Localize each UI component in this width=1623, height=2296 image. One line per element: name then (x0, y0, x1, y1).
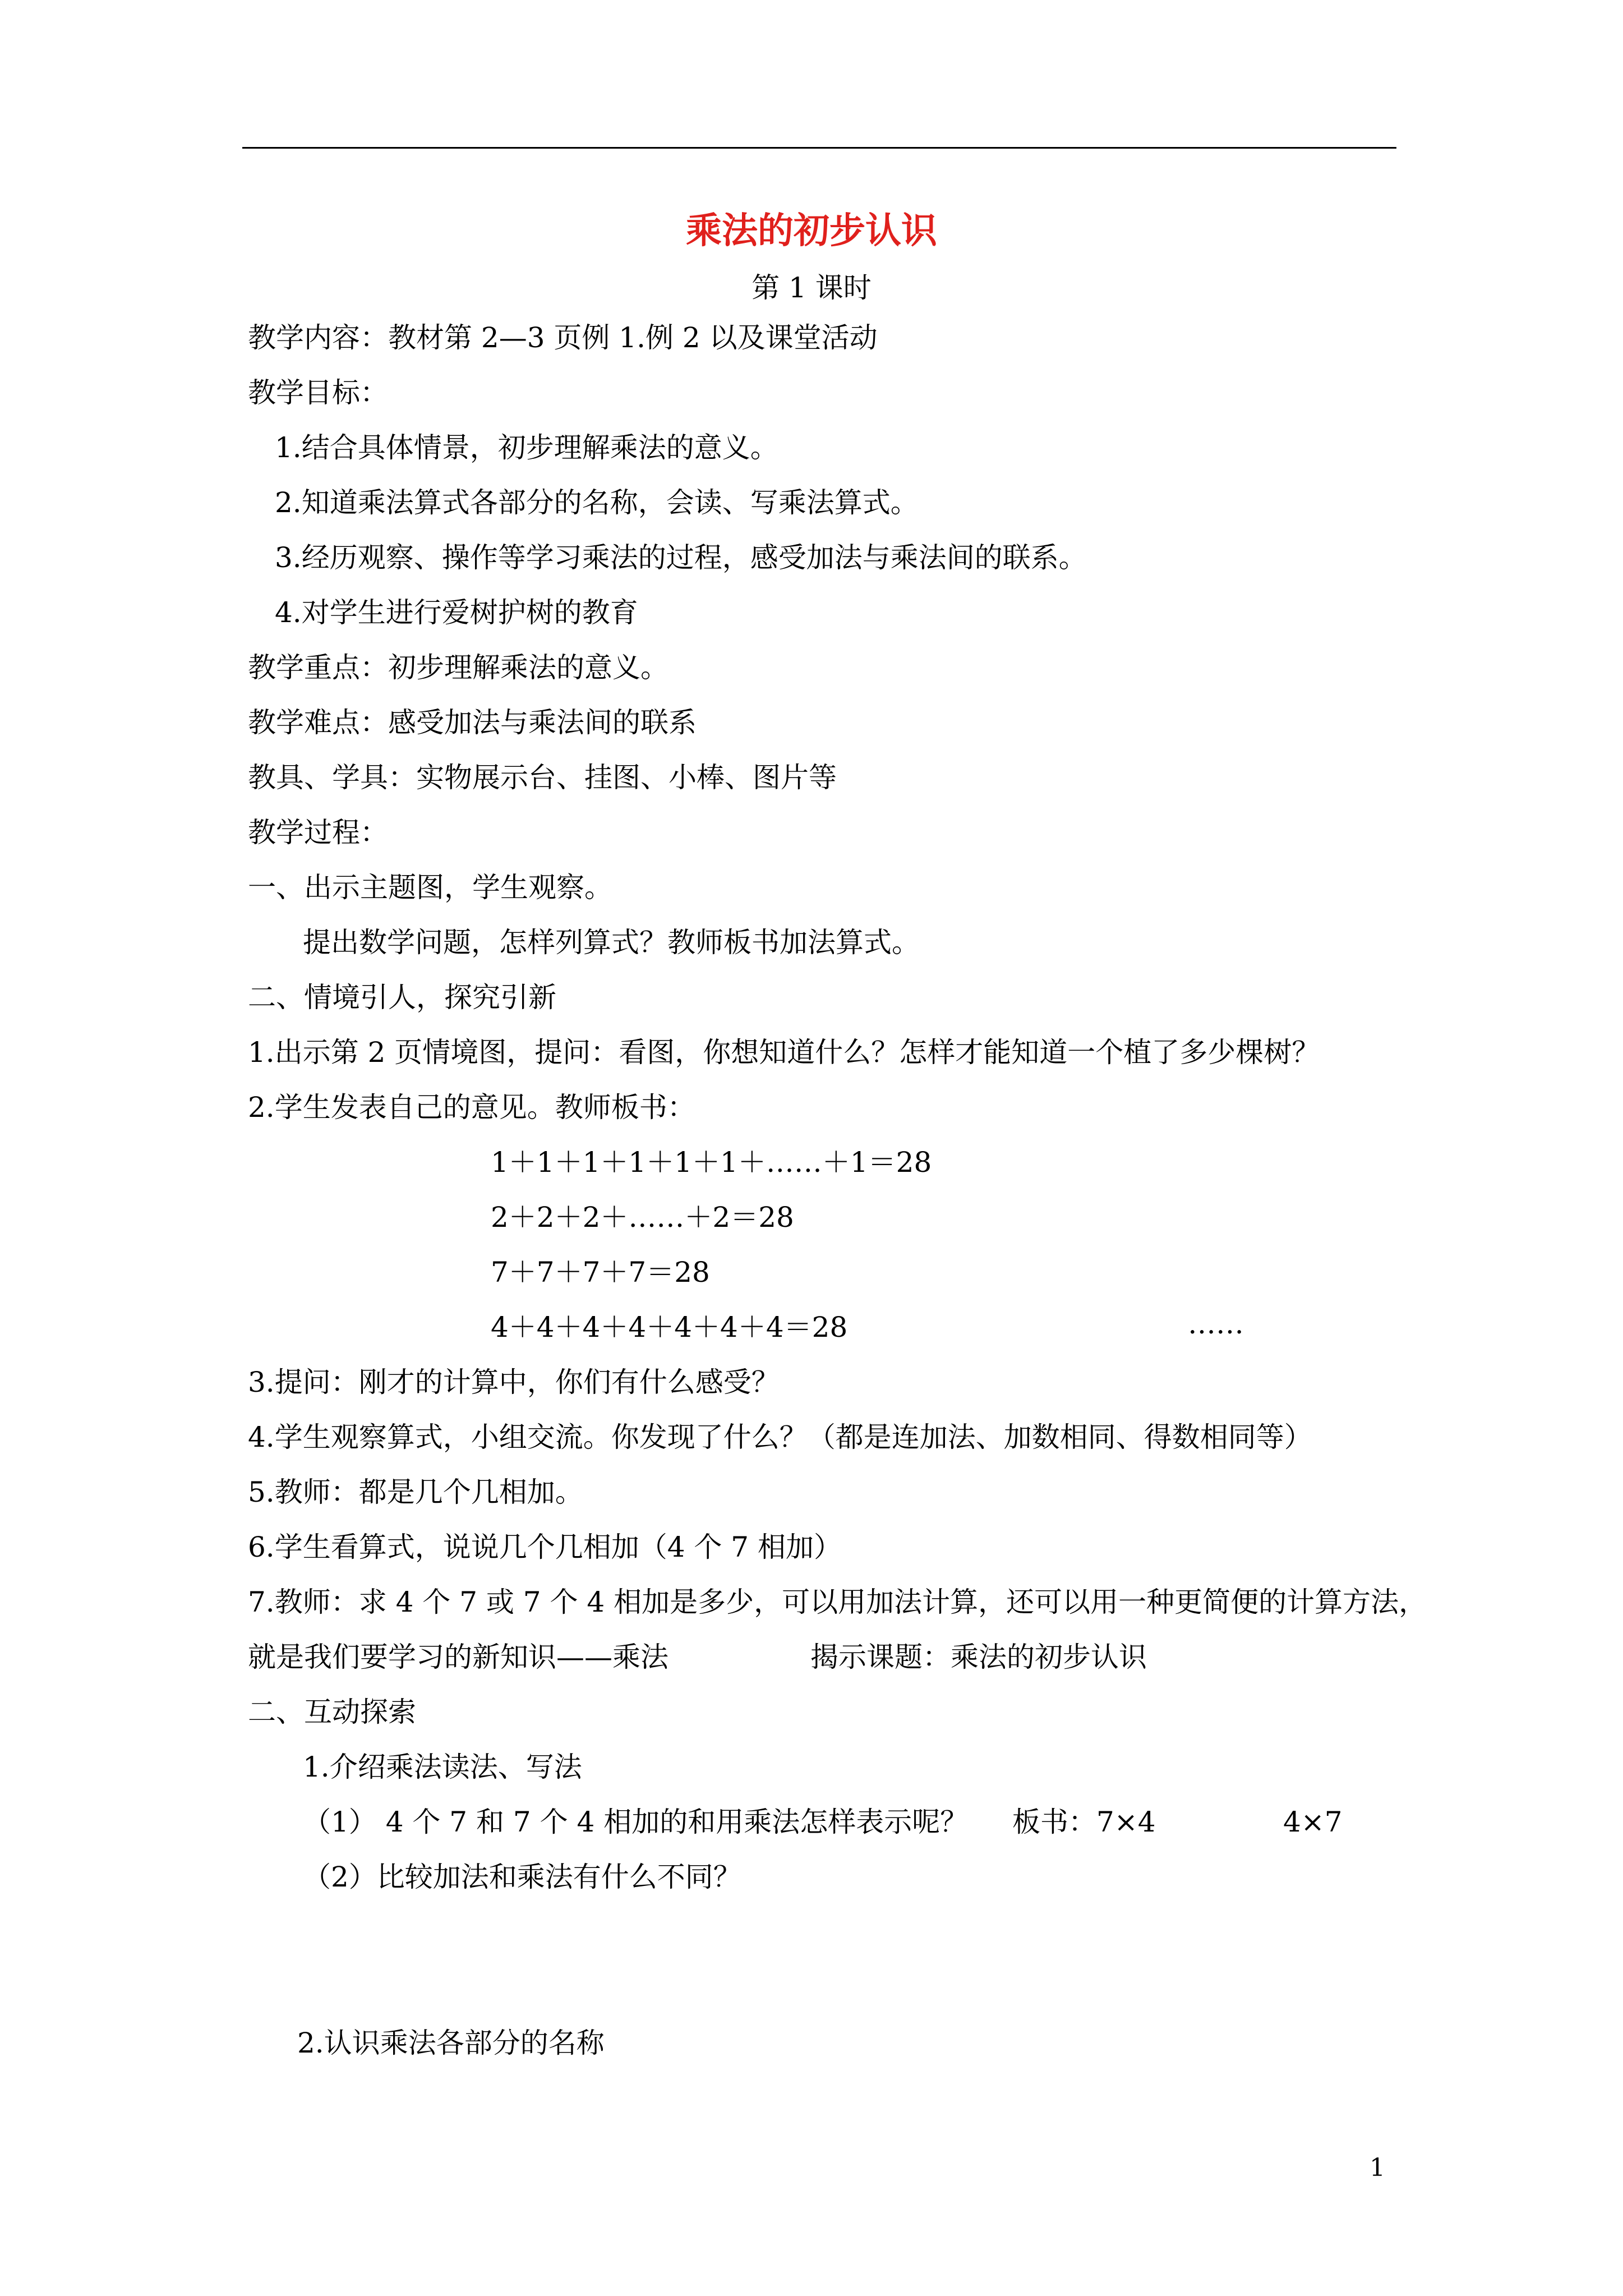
goal-item-3: 3.经历观察、操作等学习乘法的过程，感受加法与乘法间的联系。 (275, 541, 1087, 574)
step-5: 5.教师：都是几个几相加。 (248, 1476, 583, 1508)
header-rule (242, 147, 1396, 149)
step-7-topic: 揭示课题：乘法的初步认识 (810, 1641, 1147, 1673)
section-3-heading: 二、互动探索 (248, 1696, 416, 1728)
part-1-heading: 1.介绍乘法读法、写法 (303, 1751, 582, 1783)
equation-2: 2＋2＋2＋……＋2＝28 (491, 1201, 794, 1234)
difficulty: 教学难点：感受加法与乘法间的联系 (248, 706, 697, 739)
step-3: 3.提问：刚才的计算中，你们有什么感受？ (248, 1366, 780, 1398)
equation-4: 4＋4＋4＋4＋4＋4＋4＝28 (491, 1311, 848, 1343)
step-7-line-2: 就是我们要学习的新知识——乘法 (248, 1641, 668, 1673)
lesson-period: 第 1 课时 (751, 272, 872, 304)
page-number: 1 (1370, 2154, 1385, 2182)
section-1-heading: 一、出示主题图，学生观察。 (248, 871, 612, 904)
document-title: 乘法的初步认识 (686, 210, 937, 252)
question-2: （2）比较加法和乘法有什么不同？ (303, 1861, 741, 1893)
question-1-board: 板书：7×4 (1012, 1806, 1156, 1838)
teaching-content: 教学内容：教材第 2—3 页例 1.例 2 以及课堂活动 (248, 321, 878, 354)
process-heading: 教学过程： (248, 816, 388, 849)
step-4: 4.学生观察算式，小组交流。你发现了什么？（都是连加法、加数相同、得数相同等） (248, 1421, 1312, 1453)
goal-item-4: 4.对学生进行爱树护树的教育 (275, 596, 638, 629)
section-2-heading: 二、情境引人，探究引新 (248, 981, 556, 1014)
step-2: 2.学生发表自己的意见。教师板书： (248, 1091, 695, 1124)
step-6: 6.学生看算式，说说几个几相加（4 个 7 相加） (248, 1531, 842, 1563)
question-1-board-2: 4×7 (1283, 1806, 1343, 1838)
section-1-detail: 提出数学问题，怎样列算式？教师板书加法算式。 (303, 926, 920, 959)
goal-item-2: 2.知道乘法算式各部分的名称，会读、写乘法算式。 (275, 486, 919, 519)
step-1: 1.出示第 2 页情境图，提问：看图，你想知道什么？怎样才能知道一个植了多少棵树？ (248, 1036, 1320, 1069)
goals-heading: 教学目标： (248, 376, 388, 409)
teaching-tools: 教具、学具：实物展示台、挂图、小棒、图片等 (248, 761, 837, 794)
question-1: （1） 4 个 7 和 7 个 4 相加的和用乘法怎样表示呢？ (303, 1806, 969, 1838)
part-2-heading: 2.认识乘法各部分的名称 (297, 2027, 605, 2059)
equation-1: 1＋1＋1＋1＋1＋1＋……＋1＝28 (491, 1146, 932, 1179)
equation-ellipsis: …… (1188, 1308, 1244, 1340)
goal-item-1: 1.结合具体情景，初步理解乘法的意义。 (275, 431, 778, 464)
equation-3: 7＋7＋7＋7＝28 (491, 1256, 710, 1289)
key-point: 教学重点：初步理解乘法的意义。 (248, 651, 668, 684)
step-7-line-1: 7.教师：求 4 个 7 或 7 个 4 相加是多少，可以用加法计算，还可以用一种更简便的计算方法， (248, 1586, 1427, 1618)
